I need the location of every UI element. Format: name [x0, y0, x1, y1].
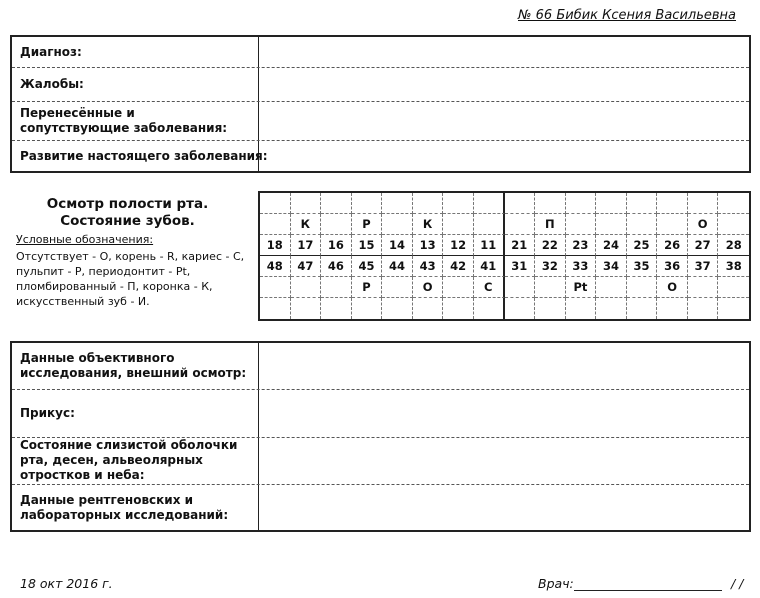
upper-tooth-number: 21: [505, 235, 536, 256]
lower-tooth-number: 36: [657, 256, 688, 277]
teeth-empty-cell: [657, 193, 688, 214]
lower-mark-cell: [535, 277, 566, 298]
upper-mark-cell: [474, 214, 505, 235]
oral-title-1: Осмотр полости рта.: [46, 196, 209, 212]
lower-tooth-number: 42: [443, 256, 474, 277]
lower-mark-cell: С: [474, 277, 505, 298]
teeth-empty-cell: [382, 298, 413, 319]
teeth-empty-cell: [627, 298, 658, 319]
past-diseases-label: Перенесённые и сопутствующие заболевания:: [20, 105, 228, 135]
upper-mark-cell: [382, 214, 413, 235]
teeth-empty-cell: [657, 298, 688, 319]
upper-mark-cell: К: [291, 214, 322, 235]
lower-tooth-number: 38: [718, 256, 749, 277]
upper-tooth-number: 27: [688, 235, 719, 256]
lower-mark-cell: [260, 277, 291, 298]
upper-tooth-number: 28: [718, 235, 749, 256]
upper-mark-cell: [657, 214, 688, 235]
upper-tooth-number: 26: [657, 235, 688, 256]
lower-tooth-number: 33: [566, 256, 597, 277]
row-divider: [12, 67, 749, 68]
teeth-empty-cell: [505, 298, 536, 319]
lower-mark-cell: [627, 277, 658, 298]
lower-mark-cell: [688, 277, 719, 298]
lower-tooth-number: 31: [505, 256, 536, 277]
row-divider: [12, 389, 749, 390]
lower-mark-cell: [291, 277, 322, 298]
teeth-empty-cell: [291, 193, 322, 214]
upper-tooth-number: 22: [535, 235, 566, 256]
upper-tooth-number: 12: [443, 235, 474, 256]
upper-mark-cell: [627, 214, 658, 235]
upper-mark-cell: К: [413, 214, 444, 235]
lower-mark-cell: Р: [352, 277, 383, 298]
legend-text: Отсутствует - О, корень - R, кариес - С, пульпит - Р, периодонтит - Pt, пломбированный - П, коронка - К, искусственный зуб - И.: [16, 250, 245, 308]
teeth-empty-cell: [321, 298, 352, 319]
upper-tooth-number: 13: [413, 235, 444, 256]
lower-tooth-number: 46: [321, 256, 352, 277]
upper-tooth-number: 17: [291, 235, 322, 256]
exam-table: [10, 341, 751, 532]
complaints-label: Жалобы:: [20, 76, 84, 91]
upper-tooth-number: 15: [352, 235, 383, 256]
upper-mark-cell: [321, 214, 352, 235]
teeth-empty-cell: [291, 298, 322, 319]
xray-lab-label: Данные рентгеновских и лабораторных исследований:: [20, 493, 229, 522]
lower-mark-cell: [443, 277, 474, 298]
lower-mark-cell: [321, 277, 352, 298]
upper-mark-cell: [566, 214, 597, 235]
teeth-empty-cell: [718, 298, 749, 319]
teeth-empty-cell: [352, 298, 383, 319]
lower-mark-cell: [596, 277, 627, 298]
teeth-empty-cell: [535, 193, 566, 214]
mucosa-label: Состояние слизистой оболочки рта, десен, альвеолярных отростков и неба:: [20, 438, 238, 482]
teeth-empty-cell: [627, 193, 658, 214]
lower-mark-cell: [382, 277, 413, 298]
lower-mark-cell: О: [413, 277, 444, 298]
disease-development-label: Развитие настоящего заболевания:: [20, 149, 268, 163]
upper-tooth-number: 14: [382, 235, 413, 256]
lower-tooth-number: 44: [382, 256, 413, 277]
lower-tooth-number: 41: [474, 256, 505, 277]
teeth-empty-cell: [382, 193, 413, 214]
upper-tooth-number: 23: [566, 235, 597, 256]
lower-tooth-number: 43: [413, 256, 444, 277]
teeth-empty-cell: [260, 193, 291, 214]
teeth-empty-cell: [260, 298, 291, 319]
teeth-empty-cell: [688, 193, 719, 214]
teeth-empty-cell: [474, 298, 505, 319]
teeth-empty-cell: [505, 193, 536, 214]
upper-tooth-number: 11: [474, 235, 505, 256]
teeth-empty-cell: [352, 193, 383, 214]
teeth-empty-cell: [413, 298, 444, 319]
upper-mark-cell: [718, 214, 749, 235]
lower-tooth-number: 45: [352, 256, 383, 277]
upper-mark-cell: О: [688, 214, 719, 235]
upper-tooth-number: 16: [321, 235, 352, 256]
teeth-empty-cell: [596, 298, 627, 319]
lower-mark-cell: О: [657, 277, 688, 298]
upper-mark-cell: П: [535, 214, 566, 235]
teeth-empty-cell: [413, 193, 444, 214]
teeth-empty-cell: [321, 193, 352, 214]
lower-tooth-number: 35: [627, 256, 658, 277]
lower-tooth-number: 34: [596, 256, 627, 277]
signature-slashes: / /: [731, 576, 744, 591]
history-table: [10, 35, 751, 173]
doctor-label: Врач:: [538, 576, 574, 591]
upper-mark-cell: [260, 214, 291, 235]
teeth-empty-cell: [474, 193, 505, 214]
lower-tooth-number: 37: [688, 256, 719, 277]
patient-header: № 66 Бибик Ксения Васильевна: [518, 8, 736, 23]
teeth-empty-cell: [535, 298, 566, 319]
teeth-empty-cell: [688, 298, 719, 319]
lower-mark-cell: [505, 277, 536, 298]
lower-tooth-number: 32: [535, 256, 566, 277]
teeth-empty-cell: [443, 298, 474, 319]
bite-label: Прикус:: [20, 405, 75, 420]
upper-mark-cell: [505, 214, 536, 235]
objective-exam-label: Данные объективного исследования, внешний осмотр:: [20, 351, 247, 380]
lower-mark-cell: Pt: [566, 277, 597, 298]
oral-title-2: Состояние зубов.: [60, 213, 195, 229]
upper-tooth-number: 18: [260, 235, 291, 256]
teeth-empty-cell: [566, 193, 597, 214]
lower-mark-cell: [718, 277, 749, 298]
upper-mark-cell: Р: [352, 214, 383, 235]
teeth-empty-cell: [596, 193, 627, 214]
teeth-empty-cell: [443, 193, 474, 214]
lower-tooth-number: 47: [291, 256, 322, 277]
diagnosis-label: Диагноз:: [20, 44, 82, 59]
exam-date: 18 окт 2016 г.: [20, 576, 113, 591]
lower-tooth-number: 48: [260, 256, 291, 277]
teeth-empty-cell: [566, 298, 597, 319]
upper-tooth-number: 25: [627, 235, 658, 256]
upper-mark-cell: [596, 214, 627, 235]
teeth-chart: [258, 191, 751, 321]
doctor-signature-line[interactable]: [574, 590, 722, 591]
teeth-empty-cell: [718, 193, 749, 214]
legend-heading: Условные обозначения:: [16, 233, 154, 246]
upper-tooth-number: 24: [596, 235, 627, 256]
upper-mark-cell: [443, 214, 474, 235]
